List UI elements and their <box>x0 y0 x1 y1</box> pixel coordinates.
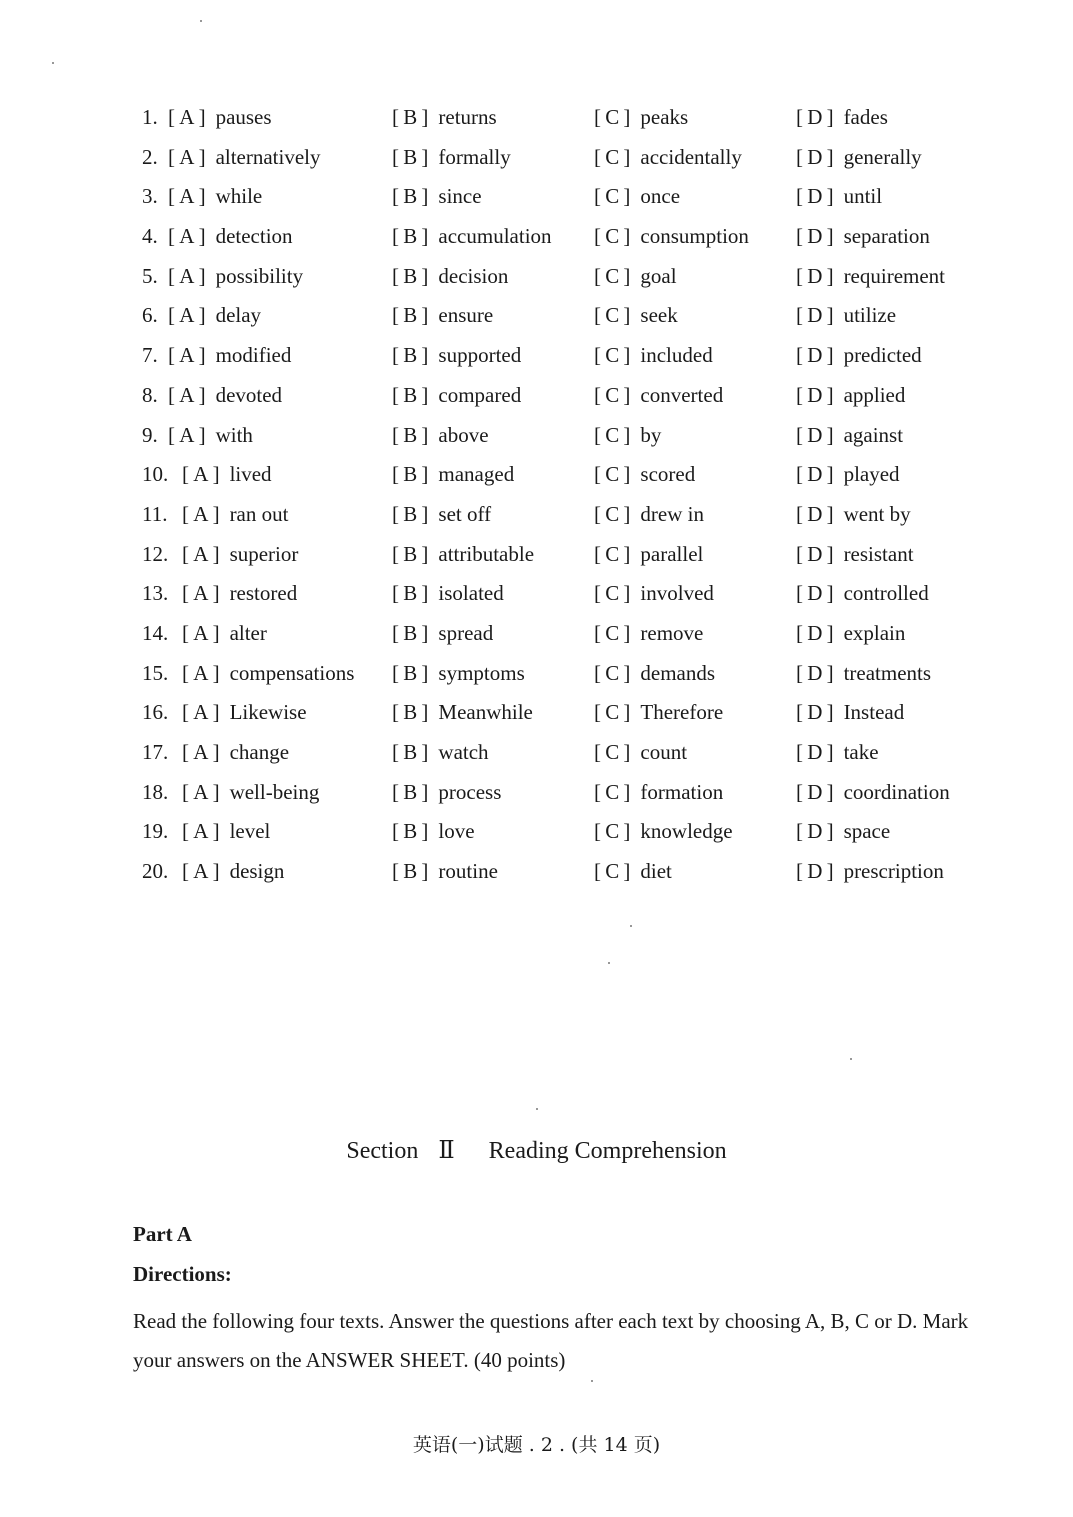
question-number: 5. <box>142 263 158 288</box>
option-text: knowledge <box>640 819 733 844</box>
scan-speck <box>850 1058 852 1060</box>
question-row <box>142 573 982 613</box>
question-number: 2. <box>142 144 158 169</box>
question-number: 11. <box>142 501 168 526</box>
option-text: by <box>640 422 662 447</box>
question-number: 7. <box>142 343 158 368</box>
question-row <box>142 375 982 415</box>
option-a <box>182 811 270 851</box>
option-a <box>182 653 354 693</box>
option-letter: [ D ] <box>796 303 834 328</box>
option-letter: [ C ] <box>594 343 631 368</box>
question-row <box>142 692 982 732</box>
option-letter: [ A ] <box>182 700 220 725</box>
option-d <box>796 811 890 851</box>
option-b <box>392 216 552 256</box>
question-row <box>142 97 982 137</box>
option-d <box>796 97 888 137</box>
question-row <box>142 454 982 494</box>
option-d <box>796 851 944 891</box>
option-c <box>594 613 703 653</box>
option-a <box>182 613 267 653</box>
option-letter: [ C ] <box>594 541 631 566</box>
question-row <box>142 176 982 216</box>
option-a <box>168 375 282 415</box>
option-d <box>796 335 922 375</box>
option-d <box>796 573 929 613</box>
section-numeral: Ⅱ <box>438 1138 455 1164</box>
option-b <box>392 573 504 613</box>
option-c <box>594 534 703 574</box>
option-text: formation <box>640 779 724 804</box>
option-a <box>168 216 293 256</box>
option-text: accumulation <box>438 224 552 249</box>
option-letter: [ B ] <box>392 700 429 725</box>
option-d <box>796 692 904 732</box>
option-a <box>168 256 303 296</box>
option-letter: [ B ] <box>392 263 429 288</box>
option-b <box>392 534 534 574</box>
option-letter: [ D ] <box>796 660 834 685</box>
option-letter: [ A ] <box>182 859 220 884</box>
option-a <box>182 772 319 812</box>
option-letter: [ A ] <box>168 263 206 288</box>
option-letter: [ A ] <box>182 541 220 566</box>
option-letter: [ C ] <box>594 660 631 685</box>
option-letter: [ C ] <box>594 859 631 884</box>
option-a <box>182 732 289 772</box>
option-text: delay <box>215 303 262 328</box>
option-b <box>392 295 493 335</box>
question-number: 16. <box>142 700 169 725</box>
section-title: Reading Comprehension <box>488 1138 727 1164</box>
option-letter: [ D ] <box>796 740 834 764</box>
question-number: 3. <box>142 184 158 209</box>
option-text: isolated <box>438 581 504 606</box>
option-letter: [ A ] <box>168 303 206 328</box>
option-letter: [ C ] <box>594 144 631 169</box>
question-number: 19. <box>142 819 169 844</box>
option-letter: [ D ] <box>796 501 834 526</box>
question-row <box>142 613 982 653</box>
option-letter: [ C ] <box>594 819 631 844</box>
option-letter: [ A ] <box>168 382 206 407</box>
option-a <box>182 692 307 732</box>
question-row <box>142 732 982 772</box>
option-letter: [ D ] <box>796 105 834 129</box>
option-text: accidentally <box>640 144 742 169</box>
option-letter: [ B ] <box>392 660 429 685</box>
option-b <box>392 692 533 732</box>
option-text: consumption <box>640 224 749 249</box>
question-row <box>142 772 982 812</box>
option-c <box>594 772 723 812</box>
option-a <box>182 573 297 613</box>
option-text: utilize <box>843 303 897 328</box>
option-d <box>796 454 900 494</box>
option-text: remove <box>640 620 704 645</box>
option-letter: [ A ] <box>182 660 220 685</box>
option-text: Therefore <box>640 700 724 725</box>
option-text: ensure <box>438 303 494 328</box>
option-letter: [ A ] <box>168 422 206 447</box>
option-text: superior <box>229 541 299 566</box>
option-text: treatments <box>843 660 932 685</box>
option-text: watch <box>438 740 489 764</box>
option-a <box>168 295 261 335</box>
option-letter: [ B ] <box>392 343 429 368</box>
option-letter: [ D ] <box>796 462 834 487</box>
option-letter: [ C ] <box>594 184 631 209</box>
question-number: 9. <box>142 422 158 447</box>
question-number: 6. <box>142 303 158 328</box>
option-d <box>796 216 930 256</box>
question-number: 17. <box>142 740 169 764</box>
option-letter: [ B ] <box>392 382 429 407</box>
option-text: applied <box>843 382 906 407</box>
directions-label: Directions: <box>133 1262 232 1286</box>
option-letter: [ A ] <box>182 501 220 526</box>
part-heading: Part A <box>133 1222 192 1246</box>
question-row <box>142 851 982 891</box>
option-a <box>168 137 321 177</box>
question-row <box>142 811 982 851</box>
option-text: routine <box>438 859 498 884</box>
option-letter: [ C ] <box>594 779 631 804</box>
option-c <box>594 176 680 216</box>
option-letter: [ A ] <box>182 779 220 804</box>
option-b <box>392 613 493 653</box>
option-b <box>392 137 511 177</box>
scan-speck <box>608 962 610 964</box>
option-text: managed <box>438 462 515 487</box>
option-letter: [ B ] <box>392 779 429 804</box>
option-b <box>392 97 497 137</box>
option-c <box>594 375 723 415</box>
option-text: requirement <box>843 263 946 288</box>
option-text: compared <box>438 382 522 407</box>
option-b <box>392 335 521 375</box>
option-text: converted <box>640 382 724 407</box>
option-text: scored <box>640 462 696 487</box>
question-number: 18. <box>142 779 169 804</box>
option-text: change <box>229 740 290 764</box>
option-letter: [ C ] <box>594 263 631 288</box>
option-text: alternatively <box>215 144 321 169</box>
page-footer: 英语(一)试题 . 2 . (共 14 页) <box>412 1434 661 1456</box>
option-letter: [ A ] <box>182 740 220 764</box>
option-letter: [ C ] <box>594 462 631 487</box>
option-letter: [ B ] <box>392 422 429 447</box>
option-letter: [ B ] <box>392 184 429 209</box>
option-letter: [ C ] <box>594 105 631 129</box>
option-letter: [ D ] <box>796 581 834 606</box>
option-a <box>168 415 253 455</box>
option-letter: [ A ] <box>168 224 206 249</box>
option-d <box>796 295 896 335</box>
option-text: while <box>215 184 263 209</box>
option-text: formally <box>438 144 511 169</box>
option-letter: [ B ] <box>392 501 429 526</box>
scan-speck <box>52 62 54 64</box>
option-letter: [ A ] <box>182 462 220 487</box>
option-text: goal <box>640 263 677 288</box>
question-row <box>142 216 982 256</box>
option-c <box>594 335 713 375</box>
option-c <box>594 811 733 851</box>
option-letter: [ B ] <box>392 859 429 884</box>
option-letter: [ D ] <box>796 819 834 844</box>
option-d <box>796 256 945 296</box>
option-text: modified <box>215 343 292 368</box>
option-letter: [ B ] <box>392 620 429 645</box>
option-letter: [ A ] <box>168 105 206 129</box>
option-text: above <box>438 422 489 447</box>
option-letter: [ B ] <box>392 541 429 566</box>
cloze-options-table <box>142 97 982 891</box>
option-d <box>796 137 922 177</box>
option-d <box>796 732 879 772</box>
option-a <box>168 97 272 137</box>
option-letter: [ C ] <box>594 501 631 526</box>
option-text: once <box>640 184 681 209</box>
option-letter: [ B ] <box>392 740 429 764</box>
question-row <box>142 256 982 296</box>
option-text: level <box>229 819 271 844</box>
option-d <box>796 494 911 534</box>
question-number: 13. <box>142 581 169 606</box>
option-text: lived <box>229 462 272 487</box>
option-text: demands <box>640 660 716 685</box>
option-d <box>796 534 914 574</box>
option-text: count <box>640 740 688 764</box>
option-text: parallel <box>640 541 704 566</box>
option-letter: [ A ] <box>182 581 220 606</box>
option-letter: [ C ] <box>594 422 631 447</box>
question-row <box>142 415 982 455</box>
option-text: design <box>229 859 285 884</box>
option-text: predicted <box>843 343 922 368</box>
option-a <box>168 176 262 216</box>
option-c <box>594 454 695 494</box>
option-d <box>796 653 931 693</box>
option-b <box>392 732 489 772</box>
section-label: Section <box>346 1138 419 1164</box>
option-a <box>168 335 291 375</box>
option-text: process <box>438 779 502 804</box>
option-c <box>594 256 677 296</box>
option-text: love <box>438 819 475 844</box>
option-c <box>594 216 749 256</box>
option-letter: [ B ] <box>392 462 429 487</box>
option-text: Likewise <box>229 700 307 725</box>
option-b <box>392 176 482 216</box>
option-text: attributable <box>438 541 535 566</box>
option-letter: [ D ] <box>796 422 834 447</box>
option-a <box>182 454 272 494</box>
option-c <box>594 97 688 137</box>
question-row <box>142 534 982 574</box>
option-letter: [ C ] <box>594 382 631 407</box>
option-text: coordination <box>843 779 950 804</box>
question-number: 14. <box>142 620 169 645</box>
option-text: included <box>640 343 713 368</box>
option-text: alter <box>229 620 267 645</box>
option-text: since <box>438 184 482 209</box>
option-b <box>392 653 525 693</box>
option-c <box>594 415 661 455</box>
option-text: Instead <box>843 700 905 725</box>
option-b <box>392 256 508 296</box>
option-text: set off <box>438 501 492 526</box>
option-text: prescription <box>843 859 944 884</box>
option-text: space <box>843 819 891 844</box>
scan-speck <box>591 1380 593 1382</box>
option-text: diet <box>640 859 672 884</box>
scan-speck <box>536 1108 538 1110</box>
option-text: drew in <box>640 501 704 526</box>
option-letter: [ B ] <box>392 581 429 606</box>
option-letter: [ C ] <box>594 740 631 764</box>
option-text: resistant <box>843 541 914 566</box>
option-text: compensations <box>229 660 355 685</box>
option-letter: [ A ] <box>168 343 206 368</box>
option-letter: [ C ] <box>594 620 631 645</box>
option-text: played <box>843 462 900 487</box>
option-text: went by <box>843 501 911 526</box>
option-c <box>594 653 715 693</box>
option-c <box>594 851 672 891</box>
option-text: detection <box>215 224 293 249</box>
option-c <box>594 573 714 613</box>
option-text: supported <box>438 343 522 368</box>
option-text: Meanwhile <box>438 700 533 725</box>
option-b <box>392 494 491 534</box>
option-text: separation <box>843 224 930 249</box>
option-a <box>182 851 284 891</box>
option-d <box>796 415 903 455</box>
option-text: involved <box>640 581 714 606</box>
option-c <box>594 295 678 335</box>
option-letter: [ D ] <box>796 184 834 209</box>
option-text: generally <box>843 144 922 169</box>
option-letter: [ D ] <box>796 263 834 288</box>
option-letter: [ D ] <box>796 700 834 725</box>
question-number: 15. <box>142 660 169 685</box>
option-text: ran out <box>229 501 289 526</box>
option-text: fades <box>843 105 888 129</box>
option-text: with <box>215 422 253 447</box>
option-letter: [ D ] <box>796 779 834 804</box>
option-letter: [ B ] <box>392 105 429 129</box>
option-letter: [ C ] <box>594 700 631 725</box>
option-d <box>796 176 882 216</box>
question-number: 10. <box>142 462 169 487</box>
option-letter: [ C ] <box>594 303 631 328</box>
option-text: against <box>843 422 904 447</box>
option-text: seek <box>640 303 678 328</box>
option-text: explain <box>843 620 906 645</box>
option-b <box>392 811 475 851</box>
option-letter: [ A ] <box>168 184 206 209</box>
question-number: 4. <box>142 224 158 249</box>
option-b <box>392 415 489 455</box>
option-text: returns <box>438 105 497 129</box>
question-row <box>142 653 982 693</box>
option-letter: [ A ] <box>168 144 206 169</box>
question-number: 1. <box>142 105 158 129</box>
option-letter: [ B ] <box>392 819 429 844</box>
question-number: 12. <box>142 541 169 566</box>
scan-speck <box>630 925 632 927</box>
option-letter: [ D ] <box>796 541 834 566</box>
question-row <box>142 335 982 375</box>
question-number: 20. <box>142 859 169 884</box>
option-text: symptoms <box>438 660 525 685</box>
option-letter: [ D ] <box>796 144 834 169</box>
option-c <box>594 692 723 732</box>
option-text: possibility <box>215 263 304 288</box>
option-a <box>182 494 288 534</box>
option-b <box>392 375 521 415</box>
option-text: pauses <box>215 105 272 129</box>
option-text: devoted <box>215 382 283 407</box>
option-text: well-being <box>229 779 320 804</box>
option-b <box>392 851 498 891</box>
option-letter: [ C ] <box>594 224 631 249</box>
question-row <box>142 137 982 177</box>
option-b <box>392 772 501 812</box>
option-d <box>796 375 905 415</box>
option-text: decision <box>438 263 509 288</box>
option-a <box>182 534 298 574</box>
option-letter: [ C ] <box>594 581 631 606</box>
option-letter: [ A ] <box>182 819 220 844</box>
scan-speck <box>200 20 202 22</box>
option-letter: [ A ] <box>182 620 220 645</box>
question-row <box>142 494 982 534</box>
option-text: controlled <box>843 581 929 606</box>
option-text: take <box>843 740 879 764</box>
option-b <box>392 454 514 494</box>
option-text: spread <box>438 620 494 645</box>
question-number: 8. <box>142 382 158 407</box>
option-letter: [ D ] <box>796 343 834 368</box>
option-c <box>594 137 742 177</box>
option-d <box>796 613 905 653</box>
option-c <box>594 732 687 772</box>
directions-text: Read the following four texts. Answer the questions after each text by choosing A, B, C or D. Mark your answers on the ANSWER SHEET. (40 points) <box>133 1309 969 1372</box>
option-letter: [ B ] <box>392 303 429 328</box>
option-text: restored <box>229 581 298 606</box>
option-text: peaks <box>640 105 689 129</box>
option-letter: [ D ] <box>796 859 834 884</box>
section-heading <box>0 1136 1073 1165</box>
option-text: until <box>843 184 883 209</box>
option-letter: [ D ] <box>796 620 834 645</box>
option-letter: [ B ] <box>392 224 429 249</box>
option-letter: [ D ] <box>796 382 834 407</box>
question-row <box>142 295 982 335</box>
option-d <box>796 772 950 812</box>
option-letter: [ D ] <box>796 224 834 249</box>
option-letter: [ B ] <box>392 144 429 169</box>
option-c <box>594 494 704 534</box>
